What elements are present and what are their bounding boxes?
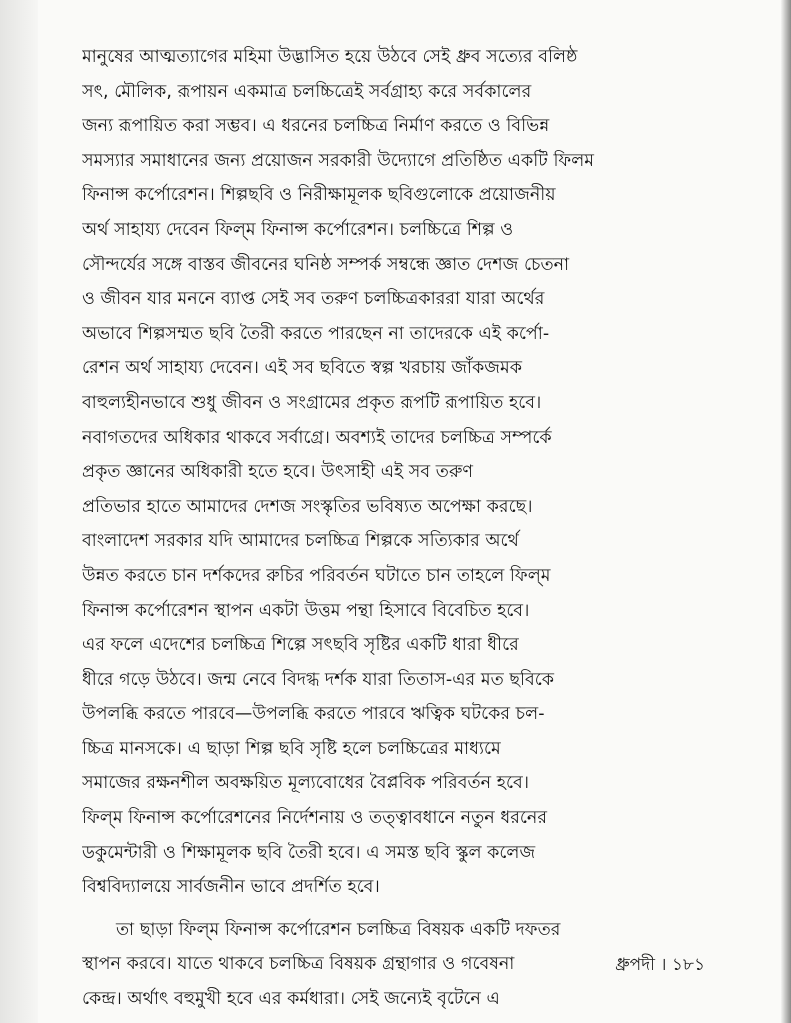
text-line: জন্য রূপায়িত করা সম্ভব। এ ধরনের চলচ্চিত্র নির্মাণ করতে ও বিভিন্ন bbox=[82, 116, 550, 137]
text-line: উপলব্ধি করতে পারবে—উপলব্ধি করতে পারবে ঋত্বিক ঘটকের চল- bbox=[82, 704, 545, 725]
page-left-margin-shadow bbox=[0, 0, 38, 1023]
text-line: ও জীবন যার মননে ব্যাপ্ত সেই সব তরুণ চলচ্চিত্রকাররা যারা অর্থের bbox=[82, 289, 545, 310]
footer-separator: । bbox=[660, 955, 667, 975]
text-line: বাহুল্যহীনভাবে শুধু জীবন ও সংগ্রামের প্রকৃত রূপটি রূপায়িত হবে। bbox=[82, 392, 542, 413]
text-line: নবাগতদের অধিকার থাকবে সর্বাগ্রে। অবশ্যই তাদের চলচ্চিত্র সম্পর্কে bbox=[82, 427, 552, 448]
text-line: ফিল্‌ম ফিনান্স কর্পোরেশনের নির্দেশনায় ও তত্ত্বাবধানে নতুন ধরনের bbox=[82, 808, 548, 829]
text-line: স্থাপন করবে। যাতে থাকবে চলচ্চিত্র বিষয়ক গ্রন্থাগার ও গবেষনা bbox=[82, 954, 515, 975]
text-line: সমাজের রক্ষনশীল অবক্ষয়িত মূল্যবোধের বৈপ্লবিক পরিবর্তন হবে। bbox=[82, 773, 530, 794]
text-line: সৌন্দর্যের সঙ্গে বাস্তব জীবনের ঘনিষ্ঠ সম্পর্ক সম্বন্ধে জ্ঞাত দেশজ চেতনা bbox=[82, 254, 570, 275]
text-line: বিশ্ববিদ্যালয়ে সার্বজনীন ভাবে প্রদর্শিত হবে। bbox=[82, 877, 380, 898]
text-line: অভাবে শিল্পসম্মত ছবি তৈরী করতে পারছেন না তাদেরকে এই কর্পো- bbox=[82, 323, 550, 344]
text-line: সমস্যার সমাধানের জন্য প্রয়োজন সরকারী উদ্যোগে প্রতিষ্ঠিত একটি ফিলম bbox=[82, 150, 595, 171]
page-body bbox=[82, 40, 714, 1017]
text-line: ফিনান্স কর্পোরেশন। শিল্পছবি ও নিরীক্ষামূলক ছবিগুলোকে প্রয়োজনীয় bbox=[82, 185, 556, 206]
text-line: তা ছাড়া ফিল্‌ম ফিনান্স কর্পোরেশন চলচ্চিত্র বিষয়ক একটি দফতর bbox=[116, 919, 561, 940]
page-number: ১৮১ bbox=[671, 955, 705, 975]
paragraph-1 bbox=[82, 40, 714, 905]
text-line: ফিনান্স কর্পোরেশন স্থাপন একটা উত্তম পন্থা হিসাবে বিবেচিত হবে। bbox=[82, 600, 530, 621]
text-line: অর্থ সাহায্য দেবেন ফিল্‌ম ফিনান্স কর্পোরেশন। চলচ্চিত্রে শিল্প ও bbox=[82, 219, 514, 240]
paragraph-gap bbox=[82, 905, 714, 913]
text-line: রেশন অর্থ সাহায্য দেবেন। এই সব ছবিতে স্বল্প খরচায় জাঁকজমক bbox=[82, 358, 522, 379]
text-line: উন্নত করতে চান দর্শকদের রুচির পরিবর্তন ঘটাতে চান তাহলে ফিল্‌ম bbox=[82, 565, 551, 586]
text-line: চ্চিত্র মানসকে। এ ছাড়া শিল্প ছবি সৃষ্টি হলে চলচ্চিত্রের মাধ্যমে bbox=[82, 738, 501, 759]
text-line: প্রতিভার হাতে আমাদের দেশজ সংস্কৃতির ভবিষ্যত অপেক্ষা করছে। bbox=[82, 496, 533, 517]
text-line: মানুষের আত্মত্যাগের মহিমা উদ্ভাসিত হয়ে উঠবে সেই ধ্রুব সত্যের বলিষ্ঠ bbox=[82, 47, 578, 67]
page-footer bbox=[615, 952, 705, 980]
page-right-edge-shadow bbox=[781, 0, 791, 1023]
text-line: কেন্দ্র। অর্থাৎ বহুমুখী হবে এর কর্মধারা। সেই জন্যেই বৃটেনে এ bbox=[82, 989, 500, 1010]
text-line: ডকুমেন্টারী ও শিক্ষামূলক ছবি তৈরী হবে। এ সমস্ত ছবি স্কুল কলেজ bbox=[82, 842, 536, 863]
text-line: বাংলাদেশ সরকার যদি আমাদের চলচ্চিত্র শিল্পকে সত্যিকার অর্থে bbox=[82, 531, 519, 552]
text-line: প্রকৃত জ্ঞানের অধিকারী হতে হবে। উৎসাহী এই সব তরুণ bbox=[82, 462, 474, 483]
text-line: সৎ, মৌলিক, রূপায়ন একমাত্র চলচ্চিত্রেই সর্বগ্রাহ্য করে সর্বকালের bbox=[82, 81, 532, 102]
text-line: ধীরে গড়ে উঠবে। জন্ম নেবে বিদগ্ধ দর্শক যারা তিতাস-এর মত ছবিকে bbox=[82, 669, 555, 690]
journal-name: ধ্রুপদী bbox=[615, 955, 655, 975]
text-line: এর ফলে এদেশের চলচ্চিত্র শিল্পে সৎছবি সৃষ্টির একটি ধারা ধীরে bbox=[82, 635, 519, 656]
